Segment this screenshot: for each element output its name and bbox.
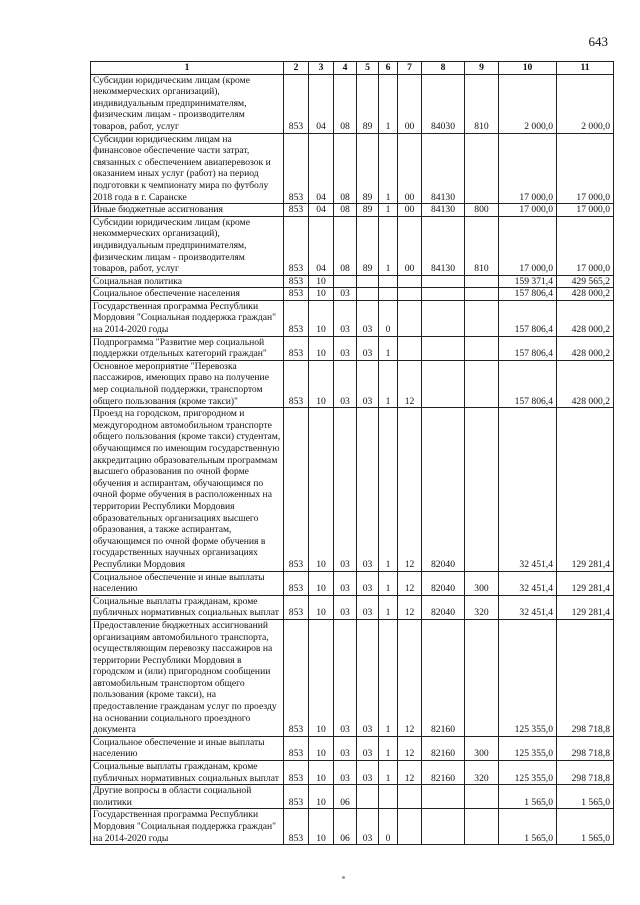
row-value-cell: 03 — [357, 571, 379, 595]
row-value-cell — [422, 275, 465, 288]
row-value-cell: 1 — [379, 74, 398, 133]
row-value-cell: 10 — [309, 595, 334, 619]
row-value-cell: 89 — [357, 204, 379, 217]
row-value-cell: 10 — [309, 809, 334, 845]
row-value-cell — [357, 785, 379, 809]
row-value-cell: 10 — [309, 288, 334, 301]
row-value-cell: 125 355,0 — [499, 736, 557, 760]
row-value-cell: 853 — [284, 619, 309, 736]
row-value-cell: 1 — [379, 216, 398, 275]
row-value-cell: 04 — [309, 74, 334, 133]
column-header: 8 — [422, 62, 465, 75]
row-value-cell: 800 — [465, 204, 499, 217]
table-row — [91, 408, 614, 571]
column-header: 1 — [91, 62, 284, 75]
row-value-cell: 1 — [379, 133, 398, 204]
row-value-cell — [465, 809, 499, 845]
row-value-cell — [465, 619, 499, 736]
row-value-cell: 10 — [309, 736, 334, 760]
row-value-cell: 00 — [398, 216, 422, 275]
row-value-cell: 1 — [379, 408, 398, 571]
row-value-cell: 12 — [398, 360, 422, 407]
table-row — [91, 74, 614, 133]
row-value-cell: 82160 — [422, 736, 465, 760]
row-value-cell: 129 281,4 — [557, 595, 614, 619]
table-row — [91, 288, 614, 301]
row-value-cell: 08 — [334, 216, 357, 275]
row-value-cell: 84130 — [422, 216, 465, 275]
row-value-cell: 1 — [379, 571, 398, 595]
row-value-cell: 08 — [334, 74, 357, 133]
row-value-cell: 03 — [334, 360, 357, 407]
row-value-cell: 08 — [334, 204, 357, 217]
row-value-cell: 82160 — [422, 761, 465, 785]
row-value-cell: 129 281,4 — [557, 571, 614, 595]
row-name-cell: Предоставление бюджетных ассигнований организациям автомобильного транспорта, осуществляющим перевозку пассажиров на территории Республики Мордовия в городском и (или) пригородном сообщении автомобильным транспортом общего пользования (кроме такси), на предоставление гражданам услуг по проезду на основании социального проездного документа — [91, 619, 284, 736]
row-value-cell: 300 — [465, 736, 499, 760]
row-value-cell: 2 000,0 — [499, 74, 557, 133]
row-value-cell: 10 — [309, 336, 334, 360]
table-row — [91, 360, 614, 407]
row-value-cell — [398, 336, 422, 360]
table-row — [91, 785, 614, 809]
row-value-cell: 10 — [309, 408, 334, 571]
row-value-cell: 12 — [398, 571, 422, 595]
table-row — [91, 761, 614, 785]
row-value-cell: 853 — [284, 288, 309, 301]
row-name-cell: Социальные выплаты гражданам, кроме публичных нормативных социальных выплат — [91, 761, 284, 785]
column-header: 3 — [309, 62, 334, 75]
row-value-cell: 84130 — [422, 204, 465, 217]
row-value-cell — [465, 336, 499, 360]
row-name-cell: Государственная программа Республики Мордовия "Социальная поддержка граждан" на 2014-2020 годы — [91, 300, 284, 336]
row-value-cell: 853 — [284, 761, 309, 785]
row-value-cell: 84130 — [422, 133, 465, 204]
row-value-cell: 32 451,4 — [499, 571, 557, 595]
row-value-cell — [422, 360, 465, 407]
row-value-cell: 04 — [309, 204, 334, 217]
row-value-cell: 03 — [357, 761, 379, 785]
row-name-cell: Социальное обеспечение населения — [91, 288, 284, 301]
row-name-cell: Субсидии юридическим лицам на финансовое обеспечение части затрат, связанных с обеспечением авиаперевозок и оказанием иных услуг (работ) на период подготовки к чемпионату мира по футболу 2018 года в г. Саранске — [91, 133, 284, 204]
row-value-cell: 03 — [334, 300, 357, 336]
row-value-cell: 17 000,0 — [499, 204, 557, 217]
row-value-cell: 853 — [284, 133, 309, 204]
row-value-cell: 84030 — [422, 74, 465, 133]
row-value-cell: 1 565,0 — [557, 785, 614, 809]
row-value-cell: 1 — [379, 336, 398, 360]
row-value-cell: 853 — [284, 736, 309, 760]
row-value-cell: 300 — [465, 571, 499, 595]
row-value-cell: 03 — [334, 761, 357, 785]
column-header: 4 — [334, 62, 357, 75]
row-value-cell: 03 — [357, 619, 379, 736]
table-header-row — [91, 62, 614, 75]
row-value-cell: 17 000,0 — [557, 216, 614, 275]
row-value-cell: 853 — [284, 336, 309, 360]
row-value-cell: 428 000,2 — [557, 300, 614, 336]
row-value-cell: 03 — [334, 736, 357, 760]
row-value-cell — [398, 300, 422, 336]
row-value-cell: 1 — [379, 761, 398, 785]
column-header: 9 — [465, 62, 499, 75]
row-value-cell: 10 — [309, 360, 334, 407]
table-row — [91, 595, 614, 619]
row-value-cell: 428 000,2 — [557, 336, 614, 360]
row-value-cell — [465, 300, 499, 336]
row-value-cell — [465, 288, 499, 301]
row-value-cell: 12 — [398, 736, 422, 760]
row-value-cell: 17 000,0 — [499, 133, 557, 204]
column-header: 2 — [284, 62, 309, 75]
row-value-cell: 129 281,4 — [557, 408, 614, 571]
row-name-cell: Подпрограмма "Развитие мер социальной поддержки отдельных категорий граждан" — [91, 336, 284, 360]
row-value-cell: 1 565,0 — [499, 785, 557, 809]
row-value-cell: 428 000,2 — [557, 288, 614, 301]
table-row — [91, 204, 614, 217]
row-value-cell: 125 355,0 — [499, 761, 557, 785]
row-value-cell: 03 — [357, 300, 379, 336]
row-value-cell: 04 — [309, 216, 334, 275]
row-value-cell: 320 — [465, 595, 499, 619]
row-value-cell: 82040 — [422, 595, 465, 619]
row-value-cell: 320 — [465, 761, 499, 785]
row-name-cell: Социальная политика — [91, 275, 284, 288]
row-value-cell: 03 — [357, 360, 379, 407]
row-value-cell — [357, 288, 379, 301]
row-value-cell: 10 — [309, 275, 334, 288]
row-value-cell: 853 — [284, 275, 309, 288]
row-value-cell — [379, 288, 398, 301]
row-value-cell: 10 — [309, 785, 334, 809]
row-value-cell: 853 — [284, 571, 309, 595]
row-value-cell: 810 — [465, 74, 499, 133]
row-value-cell: 03 — [357, 336, 379, 360]
row-value-cell: 853 — [284, 216, 309, 275]
row-value-cell: 03 — [334, 619, 357, 736]
row-value-cell: 03 — [357, 595, 379, 619]
row-value-cell: 298 718,8 — [557, 761, 614, 785]
row-value-cell — [422, 336, 465, 360]
table-row — [91, 809, 614, 845]
row-value-cell: 1 — [379, 204, 398, 217]
row-value-cell: 03 — [334, 408, 357, 571]
row-value-cell: 157 806,4 — [499, 300, 557, 336]
table-row — [91, 300, 614, 336]
row-value-cell: 1 — [379, 619, 398, 736]
row-name-cell: Иные бюджетные ассигнования — [91, 204, 284, 217]
row-value-cell: 03 — [357, 809, 379, 845]
row-value-cell: 12 — [398, 408, 422, 571]
budget-table — [90, 61, 614, 845]
row-value-cell — [465, 408, 499, 571]
row-value-cell: 03 — [357, 736, 379, 760]
row-value-cell: 159 371,4 — [499, 275, 557, 288]
row-value-cell — [422, 300, 465, 336]
row-value-cell: 853 — [284, 595, 309, 619]
row-value-cell: 04 — [309, 133, 334, 204]
table-row — [91, 216, 614, 275]
row-value-cell: 00 — [398, 204, 422, 217]
row-value-cell: 89 — [357, 74, 379, 133]
row-value-cell: 298 718,8 — [557, 619, 614, 736]
table-row — [91, 275, 614, 288]
row-value-cell: 17 000,0 — [557, 204, 614, 217]
row-name-cell: Социальное обеспечение и иные выплаты населению — [91, 571, 284, 595]
row-value-cell — [465, 275, 499, 288]
row-value-cell: 853 — [284, 74, 309, 133]
row-value-cell: 12 — [398, 619, 422, 736]
row-value-cell — [465, 360, 499, 407]
row-value-cell: 1 — [379, 360, 398, 407]
row-value-cell: 157 806,4 — [499, 360, 557, 407]
row-value-cell: 10 — [309, 571, 334, 595]
row-name-cell: Социальные выплаты гражданам, кроме публичных нормативных социальных выплат — [91, 595, 284, 619]
row-name-cell: Субсидии юридическим лицам (кроме некоммерческих организаций), индивидуальным предпринимателям, физическим лицам - производителям товаров, работ, услуг — [91, 216, 284, 275]
row-value-cell: 1 — [379, 595, 398, 619]
row-value-cell: 82160 — [422, 619, 465, 736]
column-header: 5 — [357, 62, 379, 75]
row-value-cell: 03 — [334, 336, 357, 360]
row-value-cell: 853 — [284, 300, 309, 336]
table-row — [91, 736, 614, 760]
row-value-cell: 0 — [379, 300, 398, 336]
row-value-cell: 06 — [334, 785, 357, 809]
row-value-cell: 10 — [309, 300, 334, 336]
row-value-cell: 32 451,4 — [499, 595, 557, 619]
row-value-cell: 32 451,4 — [499, 408, 557, 571]
row-name-cell: Государственная программа Республики Мордовия "Социальная поддержка граждан" на 2014-2020 годы — [91, 809, 284, 845]
row-value-cell — [379, 275, 398, 288]
row-name-cell: Другие вопросы в области социальной политики — [91, 785, 284, 809]
row-value-cell: 1 565,0 — [557, 809, 614, 845]
row-value-cell: 03 — [334, 571, 357, 595]
row-value-cell — [422, 809, 465, 845]
row-value-cell: 03 — [357, 408, 379, 571]
row-name-cell: Социальное обеспечение и иные выплаты населению — [91, 736, 284, 760]
row-value-cell: 10 — [309, 761, 334, 785]
row-value-cell: 157 806,4 — [499, 336, 557, 360]
row-value-cell — [398, 809, 422, 845]
row-value-cell — [357, 275, 379, 288]
row-value-cell: 853 — [284, 204, 309, 217]
row-value-cell: 810 — [465, 216, 499, 275]
table-row — [91, 619, 614, 736]
row-value-cell: 03 — [334, 288, 357, 301]
table-row — [91, 571, 614, 595]
row-value-cell — [398, 288, 422, 301]
row-value-cell — [334, 275, 357, 288]
row-value-cell: 1 565,0 — [499, 809, 557, 845]
row-value-cell: 89 — [357, 133, 379, 204]
column-header: 7 — [398, 62, 422, 75]
row-value-cell: 00 — [398, 133, 422, 204]
row-value-cell: 89 — [357, 216, 379, 275]
row-value-cell: 03 — [334, 595, 357, 619]
row-value-cell: 06 — [334, 809, 357, 845]
row-value-cell — [398, 275, 422, 288]
row-value-cell: 1 — [379, 736, 398, 760]
table-row — [91, 336, 614, 360]
row-name-cell: Проезд на городском, пригородном и междугородном автомобильном транспорте общего пользования (кроме такси) студентам, обучающимся по имеющим государственную аккредитацию образовательным программам высшего образования по очной форме обучения и аспирантам, обучающимся по очной форме обучения в расположенных на территории Республики Мордовия образовательных организациях высшего образования, а также аспирантам, обучающимся по очной форме обучения в государственных научных организациях Республики Мордовия — [91, 408, 284, 571]
column-header: 6 — [379, 62, 398, 75]
row-name-cell: Субсидии юридическим лицам (кроме некоммерческих организаций), индивидуальным предпринимателям, физическим лицам - производителям товаров, работ, услуг — [91, 74, 284, 133]
row-value-cell: 17 000,0 — [557, 133, 614, 204]
row-value-cell: 429 565,2 — [557, 275, 614, 288]
row-value-cell: 82040 — [422, 571, 465, 595]
row-value-cell: 08 — [334, 133, 357, 204]
row-value-cell: 853 — [284, 360, 309, 407]
row-value-cell — [422, 288, 465, 301]
row-value-cell — [422, 785, 465, 809]
row-value-cell: 853 — [284, 785, 309, 809]
row-value-cell: 82040 — [422, 408, 465, 571]
row-value-cell — [465, 133, 499, 204]
scan-mark — [342, 876, 345, 879]
row-value-cell: 853 — [284, 408, 309, 571]
table-row — [91, 133, 614, 204]
column-header: 10 — [499, 62, 557, 75]
page-number: 643 — [588, 34, 608, 49]
row-value-cell: 298 718,8 — [557, 736, 614, 760]
row-value-cell: 0 — [379, 809, 398, 845]
row-value-cell: 10 — [309, 619, 334, 736]
row-name-cell: Основное мероприятие "Перевозка пассажиров, имеющих право на получение мер социальной поддержки, транспортом общего пользования (кроме такси)" — [91, 360, 284, 407]
column-header: 11 — [557, 62, 614, 75]
row-value-cell: 17 000,0 — [499, 216, 557, 275]
row-value-cell — [465, 785, 499, 809]
row-value-cell: 428 000,2 — [557, 360, 614, 407]
row-value-cell: 157 806,4 — [499, 288, 557, 301]
row-value-cell — [398, 785, 422, 809]
row-value-cell: 12 — [398, 761, 422, 785]
row-value-cell: 2 000,0 — [557, 74, 614, 133]
row-value-cell: 12 — [398, 595, 422, 619]
row-value-cell: 00 — [398, 74, 422, 133]
row-value-cell: 125 355,0 — [499, 619, 557, 736]
row-value-cell — [379, 785, 398, 809]
row-value-cell: 853 — [284, 809, 309, 845]
